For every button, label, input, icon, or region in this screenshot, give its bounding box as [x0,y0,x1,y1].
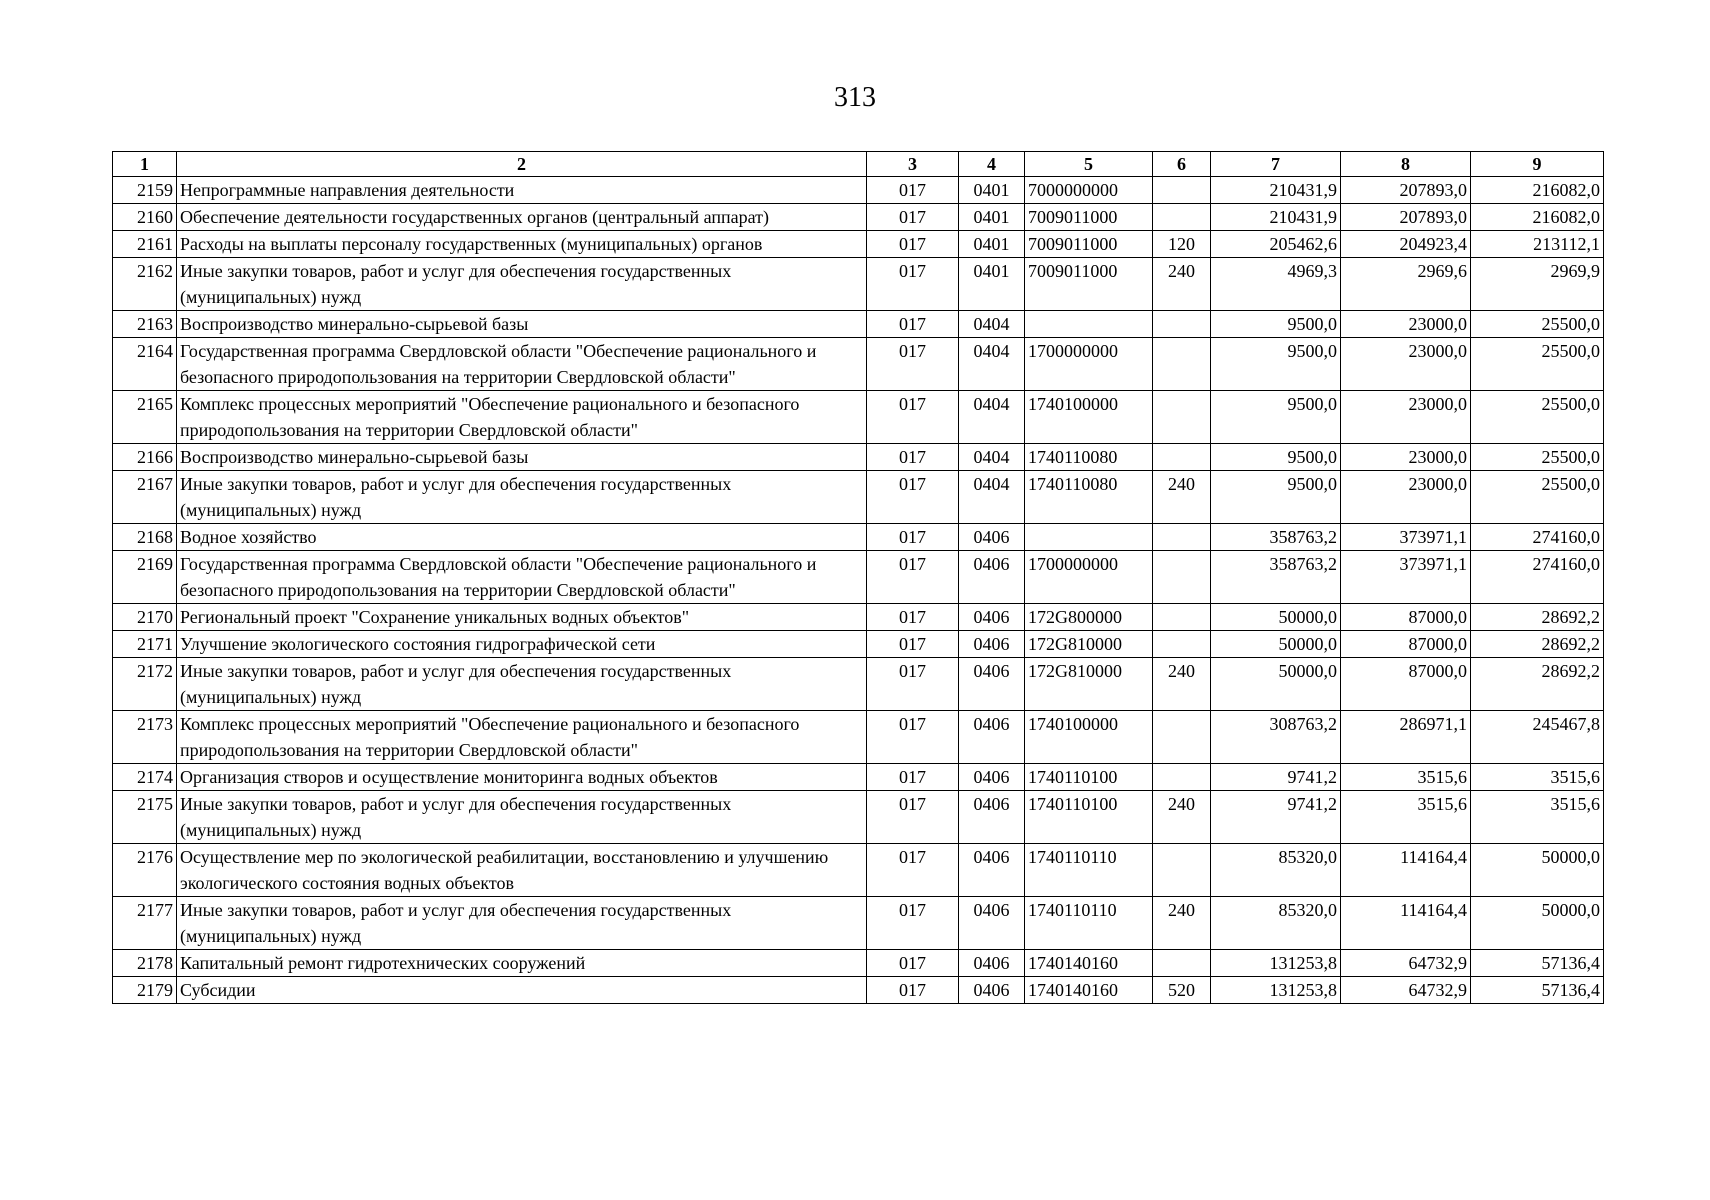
row-col6 [1153,177,1211,204]
row-value-8: 23000,0 [1341,338,1471,391]
row-col4: 0404 [959,391,1025,444]
row-col5: 7009011000 [1025,258,1153,311]
row-col3: 017 [867,391,959,444]
row-value-8: 64732,9 [1341,977,1471,1004]
row-value-8: 114164,4 [1341,897,1471,950]
row-value-8: 204923,4 [1341,231,1471,258]
row-number: 2163 [113,311,177,338]
row-col5: 172G810000 [1025,631,1153,658]
row-number: 2164 [113,338,177,391]
row-name: Иные закупки товаров, работ и услуг для обеспечения государственных (муниципальных) нужд [177,658,867,711]
row-value-9: 216082,0 [1471,204,1604,231]
row-value-8: 23000,0 [1341,391,1471,444]
row-col4: 0401 [959,204,1025,231]
row-col6: 240 [1153,658,1211,711]
row-col6 [1153,551,1211,604]
row-name: Государственная программа Свердловской области "Обеспечение рационального и безопасного природопользования на территории Свердловской области" [177,551,867,604]
row-value-8: 3515,6 [1341,764,1471,791]
row-col3: 017 [867,950,959,977]
column-header-6: 6 [1153,152,1211,177]
row-col4: 0406 [959,551,1025,604]
row-col5: 1740100000 [1025,711,1153,764]
table-row [113,177,1604,204]
row-number: 2168 [113,524,177,551]
column-header-5: 5 [1025,152,1153,177]
row-name: Воспроизводство минерально-сырьевой базы [177,311,867,338]
row-col4: 0406 [959,977,1025,1004]
row-value-9: 216082,0 [1471,177,1604,204]
row-value-8: 2969,6 [1341,258,1471,311]
table-row [113,338,1604,391]
row-col5: 1740110080 [1025,471,1153,524]
row-value-8: 87000,0 [1341,658,1471,711]
row-col6 [1153,631,1211,658]
row-value-7: 50000,0 [1211,631,1341,658]
row-number: 2167 [113,471,177,524]
row-col6: 240 [1153,258,1211,311]
row-col6: 120 [1153,231,1211,258]
row-value-7: 358763,2 [1211,551,1341,604]
table-row [113,897,1604,950]
row-col3: 017 [867,524,959,551]
row-col6 [1153,204,1211,231]
row-col4: 0406 [959,524,1025,551]
row-col4: 0404 [959,338,1025,391]
row-number: 2171 [113,631,177,658]
row-col5: 1740110080 [1025,444,1153,471]
column-header-7: 7 [1211,152,1341,177]
row-number: 2177 [113,897,177,950]
row-value-9: 28692,2 [1471,631,1604,658]
row-col4: 0401 [959,231,1025,258]
row-col3: 017 [867,551,959,604]
table-row [113,471,1604,524]
row-name: Региональный проект "Сохранение уникальных водных объектов" [177,604,867,631]
row-value-9: 25500,0 [1471,444,1604,471]
row-name: Расходы на выплаты персоналу государственных (муниципальных) органов [177,231,867,258]
row-col3: 017 [867,338,959,391]
row-value-7: 205462,6 [1211,231,1341,258]
table-row [113,551,1604,604]
row-name: Иные закупки товаров, работ и услуг для обеспечения государственных (муниципальных) нужд [177,471,867,524]
row-value-9: 25500,0 [1471,311,1604,338]
row-col5: 1740100000 [1025,391,1153,444]
row-value-7: 85320,0 [1211,844,1341,897]
row-col4: 0406 [959,604,1025,631]
row-col4: 0401 [959,258,1025,311]
row-number: 2165 [113,391,177,444]
row-value-7: 9500,0 [1211,444,1341,471]
row-col5: 1700000000 [1025,551,1153,604]
row-value-9: 28692,2 [1471,604,1604,631]
row-col6: 520 [1153,977,1211,1004]
row-name: Организация створов и осуществление мониторинга водных объектов [177,764,867,791]
row-col4: 0404 [959,444,1025,471]
table-row [113,311,1604,338]
row-value-8: 373971,1 [1341,524,1471,551]
row-value-9: 3515,6 [1471,764,1604,791]
row-col4: 0404 [959,471,1025,524]
row-col4: 0406 [959,764,1025,791]
row-name: Водное хозяйство [177,524,867,551]
row-col3: 017 [867,258,959,311]
row-col6 [1153,338,1211,391]
table-row [113,444,1604,471]
row-col5: 1740140160 [1025,950,1153,977]
row-col3: 017 [867,711,959,764]
column-header-1: 1 [113,152,177,177]
table-row [113,977,1604,1004]
row-value-7: 358763,2 [1211,524,1341,551]
row-col4: 0406 [959,658,1025,711]
row-col3: 017 [867,231,959,258]
row-value-9: 245467,8 [1471,711,1604,764]
row-col4: 0406 [959,631,1025,658]
row-name: Воспроизводство минерально-сырьевой базы [177,444,867,471]
row-value-9: 274160,0 [1471,551,1604,604]
row-col6 [1153,711,1211,764]
table-row [113,711,1604,764]
row-col4: 0406 [959,844,1025,897]
row-col6: 240 [1153,897,1211,950]
table-row [113,764,1604,791]
table-row [113,258,1604,311]
row-number: 2174 [113,764,177,791]
row-value-7: 131253,8 [1211,950,1341,977]
row-col6 [1153,311,1211,338]
row-number: 2176 [113,844,177,897]
row-col5: 7009011000 [1025,231,1153,258]
row-name: Субсидии [177,977,867,1004]
row-number: 2179 [113,977,177,1004]
row-col5: 1700000000 [1025,338,1153,391]
column-header-4: 4 [959,152,1025,177]
row-name: Осуществление мер по экологической реабилитации, восстановлению и улучшению экологического состояния водных объектов [177,844,867,897]
row-value-8: 3515,6 [1341,791,1471,844]
table-row [113,231,1604,258]
column-header-3: 3 [867,152,959,177]
row-col3: 017 [867,658,959,711]
column-header-8: 8 [1341,152,1471,177]
row-value-7: 9741,2 [1211,764,1341,791]
row-number: 2161 [113,231,177,258]
row-number: 2166 [113,444,177,471]
row-col5: 1740110110 [1025,897,1153,950]
row-value-9: 25500,0 [1471,391,1604,444]
row-value-7: 50000,0 [1211,658,1341,711]
row-value-8: 373971,1 [1341,551,1471,604]
row-value-8: 23000,0 [1341,471,1471,524]
row-value-9: 25500,0 [1471,338,1604,391]
row-value-9: 2969,9 [1471,258,1604,311]
row-col4: 0406 [959,711,1025,764]
row-col3: 017 [867,444,959,471]
row-value-8: 64732,9 [1341,950,1471,977]
table-row [113,950,1604,977]
row-col3: 017 [867,791,959,844]
table-body [113,177,1604,1004]
row-col6 [1153,844,1211,897]
table-row [113,204,1604,231]
row-name: Обеспечение деятельности государственных органов (центральный аппарат) [177,204,867,231]
row-value-7: 9500,0 [1211,391,1341,444]
row-col6: 240 [1153,471,1211,524]
page-number: 313 [834,82,876,113]
row-col5: 7009011000 [1025,204,1153,231]
row-value-9: 3515,6 [1471,791,1604,844]
row-number: 2169 [113,551,177,604]
row-value-9: 50000,0 [1471,897,1604,950]
row-col4: 0404 [959,311,1025,338]
row-number: 2159 [113,177,177,204]
row-col6 [1153,604,1211,631]
row-col6 [1153,391,1211,444]
row-number: 2160 [113,204,177,231]
row-col5: 172G800000 [1025,604,1153,631]
row-col4: 0406 [959,897,1025,950]
row-value-8: 207893,0 [1341,177,1471,204]
row-name: Капитальный ремонт гидротехнических сооружений [177,950,867,977]
row-col3: 017 [867,311,959,338]
row-col3: 017 [867,471,959,524]
row-name: Государственная программа Свердловской области "Обеспечение рационального и безопасного природопользования на территории Свердловской области" [177,338,867,391]
row-value-7: 308763,2 [1211,711,1341,764]
row-value-7: 210431,9 [1211,177,1341,204]
row-col6 [1153,444,1211,471]
row-value-9: 25500,0 [1471,471,1604,524]
row-col3: 017 [867,604,959,631]
row-value-9: 57136,4 [1471,950,1604,977]
row-col5 [1025,524,1153,551]
row-col6 [1153,764,1211,791]
table-row [113,631,1604,658]
row-col4: 0406 [959,791,1025,844]
row-col4: 0406 [959,950,1025,977]
row-col3: 017 [867,844,959,897]
row-value-9: 213112,1 [1471,231,1604,258]
row-value-7: 85320,0 [1211,897,1341,950]
row-number: 2162 [113,258,177,311]
row-value-7: 210431,9 [1211,204,1341,231]
row-name: Улучшение экологического состояния гидрографической сети [177,631,867,658]
row-col5: 172G810000 [1025,658,1153,711]
row-name: Комплекс процессных мероприятий "Обеспечение рационального и безопасного природопользования на территории Свердловской области" [177,391,867,444]
table-row [113,524,1604,551]
row-col6 [1153,950,1211,977]
row-value-7: 4969,3 [1211,258,1341,311]
row-value-9: 50000,0 [1471,844,1604,897]
row-col5: 1740110100 [1025,764,1153,791]
row-value-8: 286971,1 [1341,711,1471,764]
table-row [113,391,1604,444]
row-value-8: 23000,0 [1341,444,1471,471]
table-row [113,658,1604,711]
column-header-9: 9 [1471,152,1604,177]
table-row [113,604,1604,631]
row-value-8: 87000,0 [1341,631,1471,658]
row-value-8: 23000,0 [1341,311,1471,338]
table-row [113,791,1604,844]
row-col3: 017 [867,177,959,204]
row-name: Иные закупки товаров, работ и услуг для обеспечения государственных (муниципальных) нужд [177,258,867,311]
row-col3: 017 [867,204,959,231]
row-name: Иные закупки товаров, работ и услуг для обеспечения государственных (муниципальных) нужд [177,791,867,844]
row-number: 2172 [113,658,177,711]
row-col3: 017 [867,897,959,950]
row-value-7: 9500,0 [1211,471,1341,524]
row-name: Комплекс процессных мероприятий "Обеспечение рационального и безопасного природопользования на территории Свердловской области" [177,711,867,764]
row-col4: 0401 [959,177,1025,204]
budget-table [112,151,1604,1004]
row-value-8: 114164,4 [1341,844,1471,897]
row-value-7: 131253,8 [1211,977,1341,1004]
row-value-8: 207893,0 [1341,204,1471,231]
row-value-9: 28692,2 [1471,658,1604,711]
row-col3: 017 [867,977,959,1004]
table-row [113,844,1604,897]
row-number: 2178 [113,950,177,977]
row-col5 [1025,311,1153,338]
row-col5: 7000000000 [1025,177,1153,204]
row-number: 2173 [113,711,177,764]
row-number: 2170 [113,604,177,631]
row-col6: 240 [1153,791,1211,844]
header-row [113,152,1604,177]
row-value-7: 9500,0 [1211,311,1341,338]
row-value-7: 9741,2 [1211,791,1341,844]
row-name: Непрограммные направления деятельности [177,177,867,204]
row-value-9: 57136,4 [1471,977,1604,1004]
row-col6 [1153,524,1211,551]
row-col5: 1740110110 [1025,844,1153,897]
row-value-9: 274160,0 [1471,524,1604,551]
row-col5: 1740110100 [1025,791,1153,844]
row-value-8: 87000,0 [1341,604,1471,631]
row-col3: 017 [867,631,959,658]
row-col3: 017 [867,764,959,791]
row-value-7: 9500,0 [1211,338,1341,391]
row-col5: 1740140160 [1025,977,1153,1004]
column-header-2: 2 [177,152,867,177]
row-name: Иные закупки товаров, работ и услуг для обеспечения государственных (муниципальных) нужд [177,897,867,950]
row-number: 2175 [113,791,177,844]
row-value-7: 50000,0 [1211,604,1341,631]
